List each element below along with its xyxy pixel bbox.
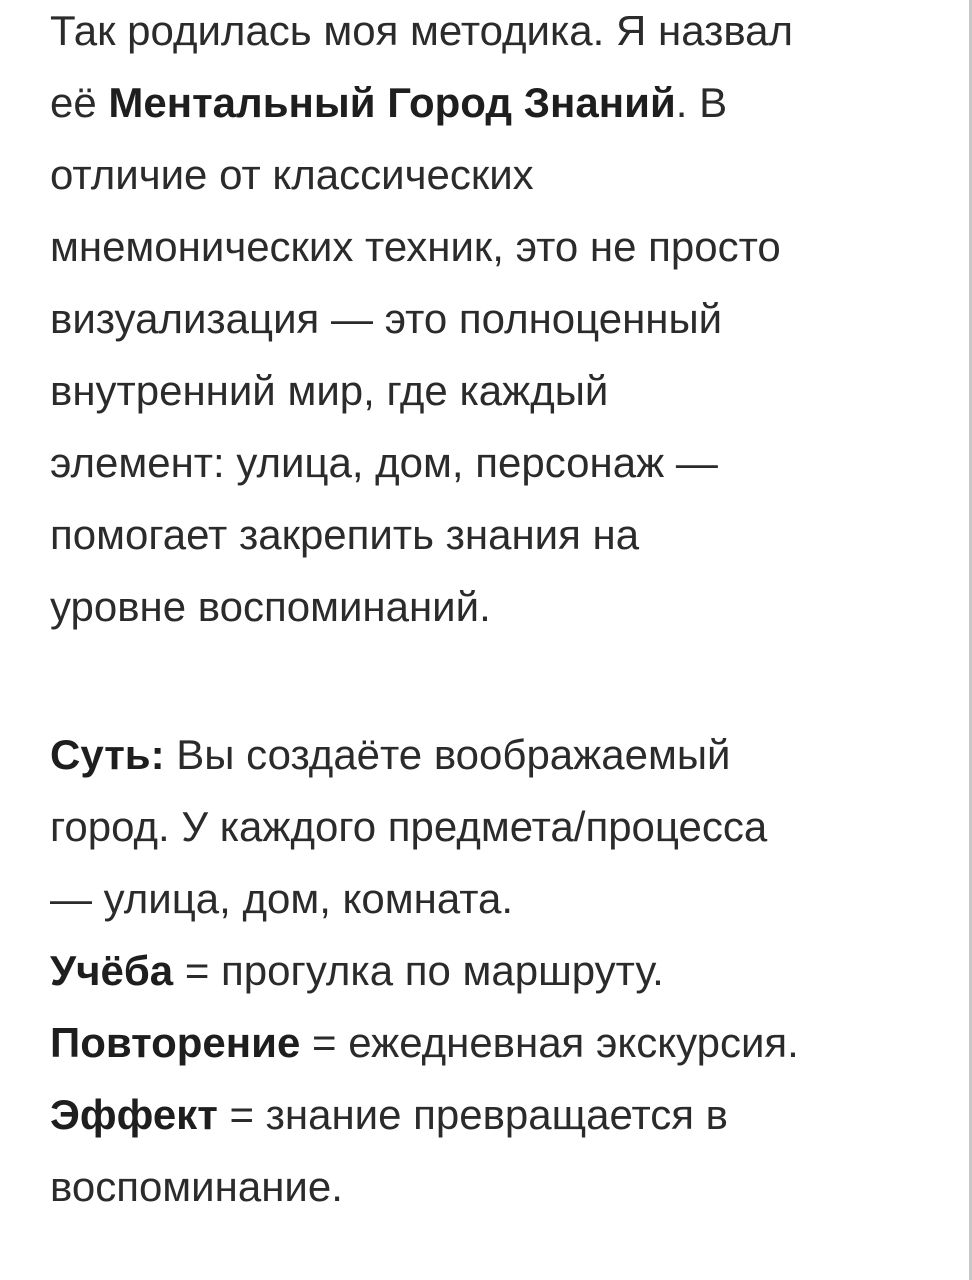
- text-line: [50, 67, 940, 139]
- intro-paragraph: [50, 0, 940, 643]
- study-text: = прогулка по маршруту.: [173, 947, 664, 994]
- text-fragment: её: [50, 79, 109, 126]
- text-line: [50, 719, 940, 791]
- text-line: [50, 935, 940, 1007]
- text-line: элемент: улица, дом, персонаж —: [50, 439, 718, 486]
- study-label: Учёба: [50, 947, 174, 994]
- text-line: [50, 1079, 940, 1151]
- method-name: Ментальный Город Знаний: [108, 79, 676, 126]
- article-body: [50, 0, 940, 1223]
- text-line: отличие от классических: [50, 151, 534, 198]
- effect-label: Эффект: [50, 1091, 218, 1138]
- text-line: [50, 1007, 940, 1079]
- repeat-label: Повторение: [50, 1019, 301, 1066]
- text-line: Так родилась моя методика. Я назвал: [50, 7, 794, 54]
- text-line: визуализация — это полноценный: [50, 295, 723, 342]
- effect-text: = знание превращается в: [217, 1091, 728, 1138]
- summary-paragraph: [50, 719, 940, 1223]
- essence-label: Суть:: [50, 731, 165, 778]
- text-line: мнемонических техник, это не просто: [50, 223, 781, 270]
- repeat-text: = ежедневная экскурсия.: [300, 1019, 799, 1066]
- text-line: помогает закрепить знания на: [50, 511, 640, 558]
- text-line: внутренний мир, где каждый: [50, 367, 609, 414]
- text-line: воспоминание.: [50, 1163, 343, 1210]
- text-line: уровне воспоминаний.: [50, 583, 491, 630]
- text-line: — улица, дом, комната.: [50, 875, 514, 922]
- essence-text: Вы создаёте воображаемый: [164, 731, 731, 778]
- text-line: город. У каждого предмета/процесса: [50, 803, 768, 850]
- text-fragment: . В: [675, 79, 728, 126]
